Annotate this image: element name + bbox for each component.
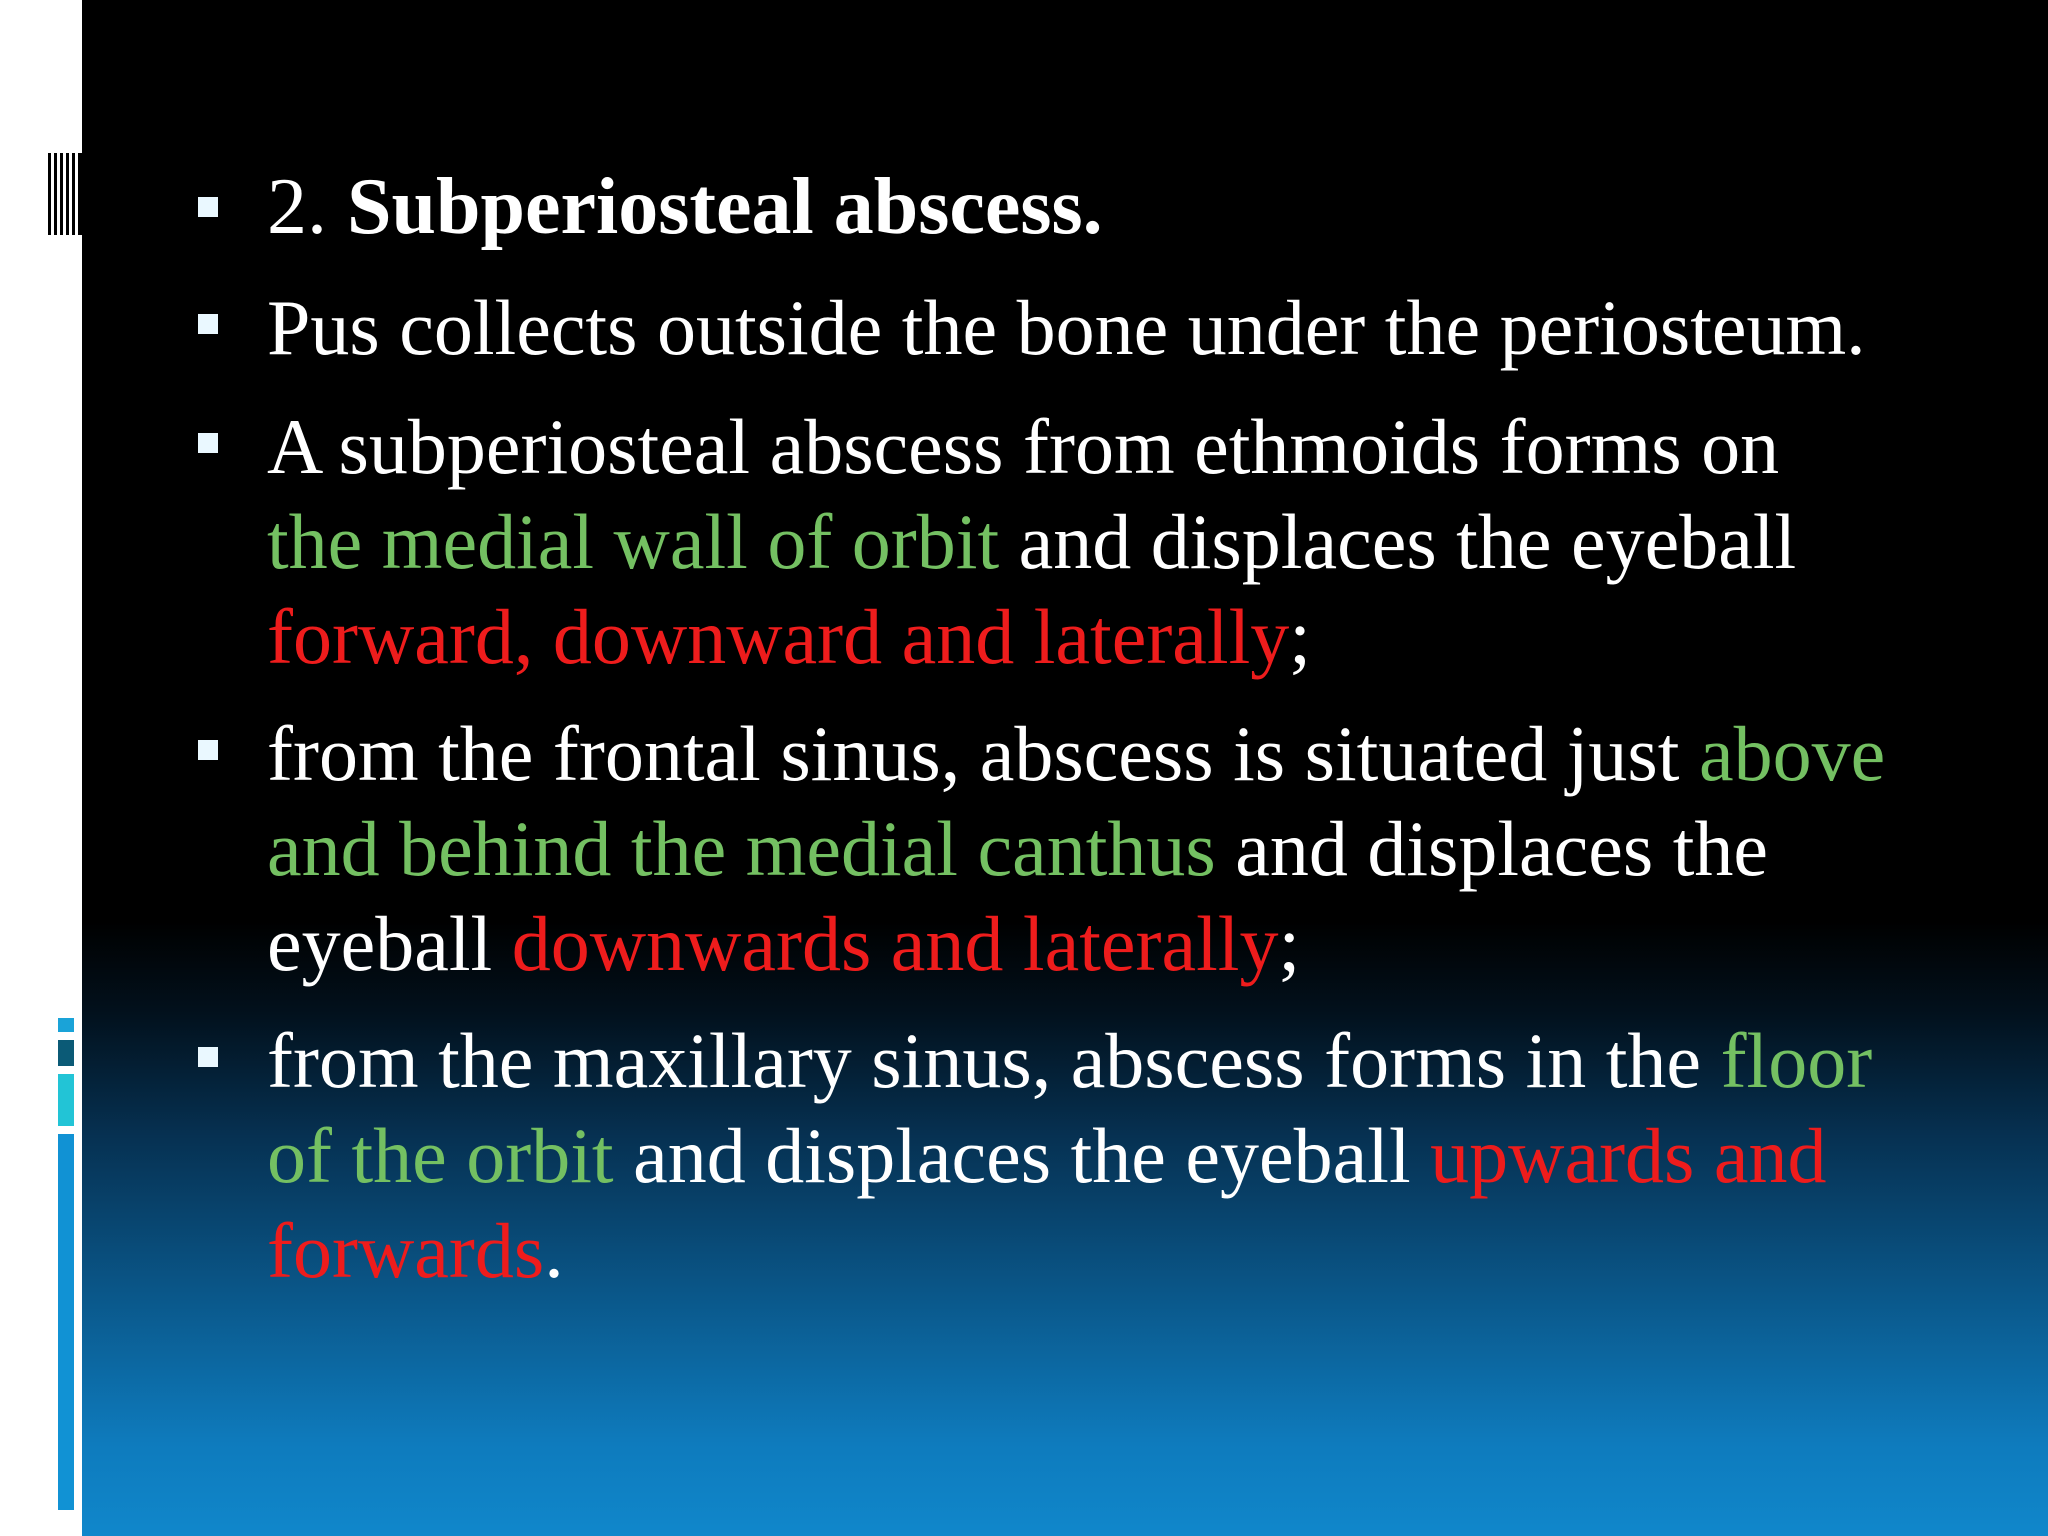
bullet-item-pus bbox=[267, 280, 1866, 375]
highlight-location: and behind the medial canthus bbox=[267, 805, 1216, 892]
bullet-item-maxillary-line3 bbox=[267, 1203, 564, 1298]
heading bbox=[267, 160, 1103, 255]
heading-title: Subperiosteal abscess. bbox=[347, 163, 1103, 251]
highlight-direction: forward, downward and laterally bbox=[267, 593, 1290, 680]
highlight-location: floor bbox=[1720, 1017, 1873, 1104]
bullet-text: and displaces the bbox=[1215, 805, 1769, 892]
bullet-item-frontal-line1 bbox=[267, 706, 1885, 801]
highlight-location: above bbox=[1698, 710, 1886, 797]
bullet-text: ; bbox=[1289, 593, 1311, 680]
bullet-item-maxillary-line1 bbox=[267, 1013, 1872, 1108]
bullet-text: A subperiosteal abscess from ethmoids forms on bbox=[267, 403, 1780, 490]
highlight-direction: upwards and bbox=[1430, 1112, 1827, 1199]
bullet-item-ethmoids-line1 bbox=[267, 399, 1779, 494]
square-bullet-icon bbox=[198, 433, 218, 453]
bullet-item-ethmoids-line3 bbox=[267, 589, 1311, 684]
bullet-text: . bbox=[544, 1207, 564, 1294]
bullet-text: and displaces the eyeball bbox=[613, 1112, 1431, 1199]
bullet-text: eyeball bbox=[267, 900, 512, 987]
bullet-item-frontal-line2 bbox=[267, 801, 1768, 896]
highlight-direction: forwards bbox=[267, 1207, 545, 1294]
bullet-text: from the frontal sinus, abscess is situated just bbox=[267, 710, 1699, 797]
square-bullet-icon bbox=[198, 314, 218, 334]
highlight-direction: downwards and laterally bbox=[511, 900, 1279, 987]
highlight-location: of the orbit bbox=[267, 1112, 614, 1199]
square-bullet-icon bbox=[198, 197, 218, 217]
square-bullet-icon bbox=[198, 1047, 218, 1067]
bullet-item-maxillary-line2 bbox=[267, 1108, 1827, 1203]
highlight-location: the medial wall of orbit bbox=[267, 498, 1000, 585]
square-bullet-icon bbox=[198, 740, 218, 760]
bullet-text: Pus collects outside the bone under the periosteum. bbox=[267, 284, 1866, 371]
bullet-text: and displaces the eyeball bbox=[999, 498, 1797, 585]
bullet-text: from the maxillary sinus, abscess forms in the bbox=[267, 1017, 1721, 1104]
bullet-text: ; bbox=[1278, 900, 1301, 987]
bullet-item-frontal-line3 bbox=[267, 896, 1300, 991]
bullet-item-ethmoids-line2 bbox=[267, 494, 1796, 589]
heading-number: 2. bbox=[267, 163, 347, 251]
